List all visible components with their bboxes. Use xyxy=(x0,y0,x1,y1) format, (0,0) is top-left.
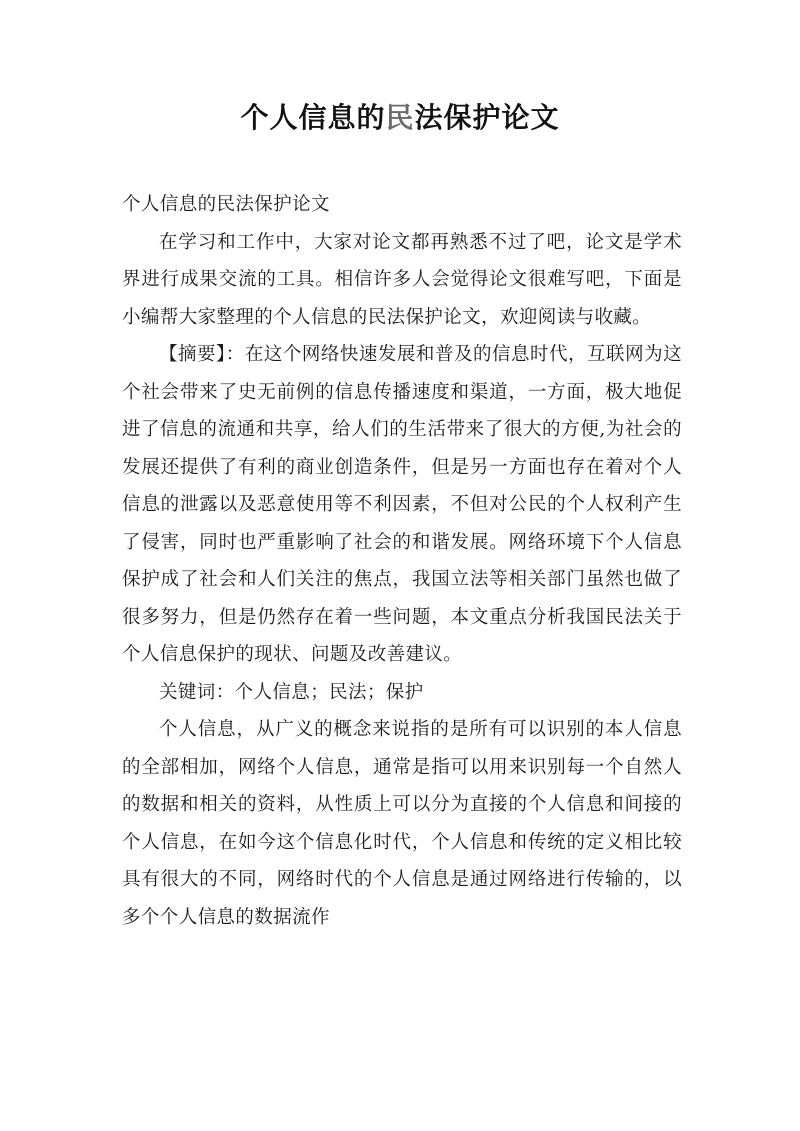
paragraph-body: 个人信息，从广义的概念来说指的是所有可以识别的本人信息的全部相加，网络个人信息，通常是指可以用来识别每一个自然人的数据和相关的资料，从性质上可以分为直接的个人信息和间接的个人信息，在如今这个信息化时代，个人信息和传统的定义相比较具有很大的不同，网络时代的个人信息是通过网络进行传输的，以多个个人信息的数据流作 xyxy=(122,719,682,928)
document-title xyxy=(0,96,800,140)
title-text-part1: 个人信息的 xyxy=(240,101,386,134)
paragraph-abstract: 【摘要】：在这个网络快速发展和普及的信息时代，互联网为这个社会带来了史无前例的信息传播速度和渠道，一方面，极大地促进了信息的流通和共享，给人们的生活带来了很大的方便,为社会的发展还提供了有利的商业创造条件，但是另一方面也存在着对个人信息的泄露以及恶意使用等不利因素，不但对公民的个人权利产生了侵害，同时也严重影响了社会的和谐发展。网络环境下个人信息保护成了社会和人们关注的焦点，我国立法等相关部门虽然也做了很多努力，但是仍然存在着一些问题，本文重点分析我国民法关于个人信息保护的现状、问题及改善建议。 xyxy=(122,344,682,665)
title-highlighted-char: 民 xyxy=(385,101,415,134)
paragraph-intro: 在学习和工作中，大家对论文都再熟悉不过了吧，论文是学术界进行成果交流的工具。相信许多人会觉得论文很难写吧，下面是小编帮大家整理的个人信息的民法保护论文，欢迎阅读与收藏。 xyxy=(122,231,682,328)
document-body xyxy=(122,186,682,936)
paragraph-keywords: 关键词：个人信息；民法；保护 xyxy=(159,681,424,703)
document-subtitle: 个人信息的民法保护论文 xyxy=(122,194,330,215)
title-text-part2: 法保护论文 xyxy=(414,101,560,134)
